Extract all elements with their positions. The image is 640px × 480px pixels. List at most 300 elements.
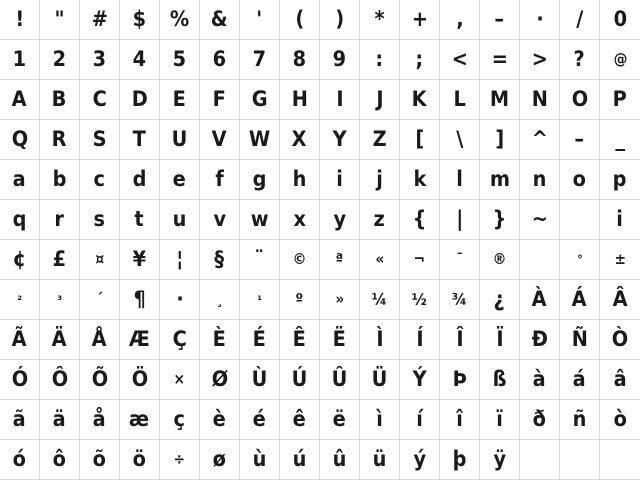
glyph-cell[interactable] [480, 80, 520, 120]
glyph-cell[interactable] [0, 320, 40, 360]
glyph-cell[interactable] [40, 200, 80, 240]
glyph-character: # [91, 7, 108, 31]
glyph-character: ¬ [413, 250, 426, 268]
glyph-cell[interactable] [480, 200, 520, 240]
glyph-cell[interactable] [600, 120, 640, 160]
glyph-character: – [494, 7, 505, 31]
glyph-cell[interactable] [400, 440, 440, 480]
glyph-cell[interactable] [240, 160, 280, 200]
glyph-character: A [12, 87, 27, 111]
glyph-character: | [455, 207, 464, 231]
glyph-cell[interactable] [400, 280, 440, 320]
glyph-character: _ [615, 127, 625, 151]
glyph-cell[interactable] [560, 400, 600, 440]
glyph-cell[interactable] [240, 40, 280, 80]
glyph-cell[interactable] [80, 280, 120, 320]
glyph-cell[interactable] [0, 240, 40, 280]
glyph-cell[interactable] [120, 160, 160, 200]
glyph-cell[interactable] [280, 160, 320, 200]
glyph-cell[interactable] [400, 360, 440, 400]
glyph-cell[interactable] [480, 360, 520, 400]
glyph-cell[interactable] [240, 440, 280, 480]
glyph-character: ´ [96, 290, 103, 308]
glyph-cell[interactable] [120, 240, 160, 280]
glyph-character: ô [52, 447, 67, 471]
glyph-cell[interactable] [560, 40, 600, 80]
glyph-character: Æ [129, 327, 150, 351]
glyph-cell[interactable] [480, 120, 520, 160]
glyph-cell[interactable] [320, 240, 360, 280]
glyph-cell[interactable] [600, 200, 640, 240]
glyph-character: q [12, 207, 27, 231]
glyph-cell[interactable] [520, 80, 560, 120]
glyph-character: ¹ [257, 292, 262, 307]
glyph-cell[interactable] [160, 360, 200, 400]
glyph-cell[interactable] [360, 360, 400, 400]
glyph-cell[interactable] [0, 400, 40, 440]
glyph-cell[interactable] [440, 160, 480, 200]
glyph-cell[interactable] [120, 280, 160, 320]
glyph-cell[interactable] [280, 440, 320, 480]
glyph-character: Ã [12, 327, 27, 351]
glyph-cell[interactable] [80, 120, 120, 160]
glyph-character: £ [52, 247, 67, 271]
glyph-character: ½ [411, 289, 428, 309]
glyph-character: K [412, 87, 427, 111]
glyph-cell[interactable] [40, 400, 80, 440]
glyph-cell[interactable] [240, 360, 280, 400]
glyph-cell[interactable] [200, 0, 240, 40]
glyph-character: h [292, 167, 307, 191]
glyph-cell[interactable] [200, 280, 240, 320]
glyph-character: Þ [452, 367, 467, 391]
glyph-cell[interactable] [360, 440, 400, 480]
glyph-cell[interactable] [360, 240, 400, 280]
glyph-character: > [531, 47, 548, 71]
glyph-cell[interactable] [40, 40, 80, 80]
glyph-cell[interactable] [400, 400, 440, 440]
glyph-cell[interactable] [440, 360, 480, 400]
glyph-cell[interactable] [200, 400, 240, 440]
glyph-character: 6 [212, 47, 227, 71]
glyph-cell[interactable] [360, 40, 400, 80]
glyph-cell[interactable] [320, 440, 360, 480]
glyph-cell[interactable] [120, 400, 160, 440]
glyph-cell[interactable] [400, 160, 440, 200]
glyph-cell[interactable] [360, 200, 400, 240]
glyph-character: F [212, 87, 227, 111]
glyph-cell[interactable] [520, 440, 560, 480]
glyph-cell[interactable] [480, 320, 520, 360]
glyph-character: ( [295, 7, 304, 31]
glyph-character: T [132, 127, 147, 151]
glyph-character: Á [572, 287, 587, 311]
glyph-character: ¼ [371, 289, 388, 309]
glyph-cell[interactable] [480, 40, 520, 80]
glyph-character: è [212, 407, 227, 431]
glyph-cell[interactable] [600, 240, 640, 280]
glyph-character: ± [614, 250, 626, 268]
glyph-cell[interactable] [520, 280, 560, 320]
glyph-character: c [93, 167, 106, 191]
glyph-cell[interactable] [280, 400, 320, 440]
glyph-cell[interactable] [200, 360, 240, 400]
glyph-character: ¢ [12, 247, 27, 271]
glyph-cell[interactable] [280, 280, 320, 320]
glyph-character: J [375, 87, 384, 111]
glyph-cell[interactable] [80, 440, 120, 480]
glyph-cell[interactable] [360, 320, 400, 360]
glyph-cell[interactable] [0, 360, 40, 400]
glyph-cell[interactable] [0, 440, 40, 480]
glyph-cell[interactable] [400, 40, 440, 80]
glyph-character: ÷ [173, 450, 186, 468]
glyph-cell[interactable] [280, 320, 320, 360]
glyph-cell[interactable] [280, 120, 320, 160]
glyph-character: ¤ [95, 250, 104, 268]
glyph-cell[interactable] [520, 40, 560, 80]
glyph-cell[interactable] [560, 240, 600, 280]
glyph-cell[interactable] [0, 280, 40, 320]
glyph-character: ~ [531, 207, 548, 231]
glyph-cell[interactable] [120, 200, 160, 240]
glyph-cell[interactable] [320, 80, 360, 120]
glyph-cell[interactable] [480, 240, 520, 280]
glyph-cell[interactable] [320, 120, 360, 160]
glyph-character: l [456, 167, 463, 191]
glyph-cell[interactable] [600, 320, 640, 360]
glyph-cell[interactable] [0, 120, 40, 160]
glyph-cell[interactable] [160, 440, 200, 480]
glyph-cell[interactable] [0, 80, 40, 120]
glyph-character: â [613, 367, 627, 391]
glyph-cell[interactable] [400, 200, 440, 240]
glyph-cell[interactable] [320, 0, 360, 40]
glyph-character: 3 [92, 47, 107, 71]
glyph-character: { [412, 207, 427, 231]
glyph-cell[interactable] [80, 40, 120, 80]
glyph-cell[interactable] [360, 400, 400, 440]
glyph-character: © [292, 250, 307, 268]
glyph-cell[interactable] [520, 360, 560, 400]
glyph-cell[interactable] [120, 80, 160, 120]
glyph-character: Z [372, 127, 387, 151]
glyph-cell[interactable] [520, 320, 560, 360]
glyph-cell[interactable] [0, 200, 40, 240]
glyph-cell[interactable] [160, 240, 200, 280]
glyph-cell[interactable] [360, 0, 400, 40]
glyph-cell[interactable] [360, 160, 400, 200]
glyph-character: Â [612, 287, 628, 311]
glyph-cell[interactable] [400, 80, 440, 120]
glyph-cell[interactable] [600, 40, 640, 80]
glyph-character: Ì [375, 327, 384, 351]
glyph-character: D [131, 87, 148, 111]
glyph-cell[interactable] [400, 320, 440, 360]
glyph-cell[interactable] [480, 160, 520, 200]
glyph-cell[interactable] [160, 320, 200, 360]
glyph-cell[interactable] [160, 120, 200, 160]
glyph-cell[interactable] [440, 240, 480, 280]
glyph-character: i [336, 167, 343, 191]
glyph-cell[interactable] [200, 440, 240, 480]
glyph-cell[interactable] [280, 0, 320, 40]
glyph-cell[interactable] [440, 40, 480, 80]
glyph-character: ¸ [216, 290, 223, 308]
glyph-character: Ä [52, 327, 67, 351]
glyph-character: L [453, 87, 466, 111]
glyph-character: æ [129, 407, 150, 431]
glyph-cell[interactable] [440, 200, 480, 240]
glyph-character: ß [492, 367, 507, 391]
glyph-cell[interactable] [240, 120, 280, 160]
glyph-character: Ú [291, 367, 308, 391]
glyph-character: / [575, 7, 584, 31]
glyph-cell[interactable] [320, 360, 360, 400]
glyph-character: à [532, 367, 547, 391]
glyph-cell[interactable] [120, 120, 160, 160]
glyph-character: Û [331, 367, 348, 391]
glyph-cell[interactable] [280, 40, 320, 80]
glyph-cell[interactable] [480, 280, 520, 320]
glyph-cell[interactable] [0, 0, 40, 40]
glyph-cell[interactable] [80, 160, 120, 200]
glyph-cell[interactable] [520, 240, 560, 280]
glyph-character: ö [132, 447, 147, 471]
glyph-cell[interactable] [320, 40, 360, 80]
glyph-character: v [213, 207, 226, 231]
glyph-cell[interactable] [0, 40, 40, 80]
glyph-cell[interactable] [0, 160, 40, 200]
glyph-character: ñ [572, 407, 587, 431]
glyph-cell[interactable] [440, 280, 480, 320]
glyph-cell[interactable] [280, 360, 320, 400]
glyph-character: º [295, 290, 304, 308]
glyph-character: û [332, 447, 347, 471]
glyph-cell[interactable] [320, 280, 360, 320]
glyph-cell[interactable] [440, 120, 480, 160]
glyph-character: g [252, 167, 267, 191]
glyph-cell[interactable] [40, 240, 80, 280]
glyph-cell[interactable] [40, 0, 80, 40]
glyph-cell[interactable] [520, 0, 560, 40]
glyph-character: a [12, 167, 27, 191]
glyph-cell[interactable] [560, 320, 600, 360]
glyph-cell[interactable] [600, 280, 640, 320]
glyph-character: Å [92, 327, 107, 351]
glyph-cell[interactable] [400, 0, 440, 40]
glyph-character: ¾ [451, 289, 468, 309]
glyph-character: j [376, 167, 383, 191]
glyph-character: k [413, 167, 426, 191]
glyph-cell[interactable] [80, 240, 120, 280]
glyph-cell[interactable] [160, 400, 200, 440]
glyph-character: y [333, 207, 346, 231]
glyph-character: õ [92, 447, 107, 471]
glyph-character: 1 [12, 47, 27, 71]
glyph-cell[interactable] [560, 80, 600, 120]
glyph-cell[interactable] [240, 240, 280, 280]
glyph-character: Ö [131, 367, 148, 391]
glyph-cell[interactable] [480, 400, 520, 440]
glyph-character: Ò [611, 327, 629, 351]
glyph-cell[interactable] [560, 120, 600, 160]
glyph-cell[interactable] [240, 400, 280, 440]
glyph-cell[interactable] [520, 160, 560, 200]
glyph-cell[interactable] [600, 160, 640, 200]
glyph-cell[interactable] [480, 0, 520, 40]
glyph-cell[interactable] [160, 200, 200, 240]
glyph-cell[interactable] [40, 80, 80, 120]
glyph-character: s [93, 207, 106, 231]
glyph-character: ã [12, 407, 27, 431]
glyph-cell[interactable] [80, 80, 120, 120]
glyph-cell[interactable] [80, 320, 120, 360]
glyph-character: G [251, 87, 268, 111]
glyph-cell[interactable] [600, 0, 640, 40]
glyph-character: + [411, 7, 428, 31]
glyph-cell[interactable] [200, 200, 240, 240]
glyph-cell[interactable] [320, 320, 360, 360]
glyph-character: 5 [172, 47, 187, 71]
glyph-cell[interactable] [560, 280, 600, 320]
glyph-character: ? [573, 47, 586, 71]
glyph-character: å [92, 407, 107, 431]
glyph-cell[interactable] [560, 160, 600, 200]
glyph-cell[interactable] [360, 280, 400, 320]
glyph-cell[interactable] [280, 80, 320, 120]
glyph-character: ò [613, 407, 627, 431]
glyph-cell[interactable] [280, 200, 320, 240]
glyph-character: u [172, 207, 187, 231]
glyph-character: ¯ [456, 250, 463, 268]
glyph-cell[interactable] [240, 320, 280, 360]
glyph-character: é [252, 407, 267, 431]
glyph-cell[interactable] [120, 0, 160, 40]
glyph-cell[interactable] [240, 80, 280, 120]
glyph-cell[interactable] [40, 320, 80, 360]
glyph-cell[interactable] [200, 40, 240, 80]
glyph-character: ) [335, 7, 344, 31]
glyph-character: z [373, 207, 386, 231]
glyph-cell[interactable] [440, 440, 480, 480]
glyph-character: ' [256, 7, 263, 31]
glyph-character: ú [292, 447, 307, 471]
glyph-character: · [175, 287, 184, 311]
glyph-cell[interactable] [560, 440, 600, 480]
glyph-character: 7 [252, 47, 267, 71]
glyph-cell[interactable] [480, 440, 520, 480]
glyph-character: Ï [495, 327, 504, 351]
glyph-cell[interactable] [40, 440, 80, 480]
glyph-cell[interactable] [560, 0, 600, 40]
glyph-character: ù [252, 447, 267, 471]
glyph-cell[interactable] [400, 240, 440, 280]
glyph-character: f [215, 167, 224, 191]
glyph-character: Í [415, 327, 424, 351]
glyph-cell[interactable] [160, 40, 200, 80]
glyph-cell[interactable] [520, 200, 560, 240]
glyph-cell[interactable] [600, 400, 640, 440]
glyph-cell[interactable] [40, 360, 80, 400]
glyph-cell[interactable] [120, 320, 160, 360]
glyph-cell[interactable] [80, 200, 120, 240]
glyph-cell[interactable] [160, 0, 200, 40]
glyph-character: i [616, 207, 624, 231]
glyph-cell[interactable] [520, 120, 560, 160]
glyph-character: ³ [57, 292, 62, 307]
glyph-cell[interactable] [200, 160, 240, 200]
glyph-character: V [212, 127, 227, 151]
glyph-cell[interactable] [360, 80, 400, 120]
glyph-cell[interactable] [360, 120, 400, 160]
glyph-character: m [489, 167, 510, 191]
glyph-cell[interactable] [80, 400, 120, 440]
glyph-cell[interactable] [200, 120, 240, 160]
glyph-cell[interactable] [440, 0, 480, 40]
glyph-cell[interactable] [600, 80, 640, 120]
glyph-cell[interactable] [320, 200, 360, 240]
glyph-cell[interactable] [80, 0, 120, 40]
glyph-cell[interactable] [600, 440, 640, 480]
glyph-cell[interactable] [160, 80, 200, 120]
glyph-cell[interactable] [200, 240, 240, 280]
glyph-cell[interactable] [40, 160, 80, 200]
glyph-character: } [492, 207, 507, 231]
glyph-cell[interactable] [560, 360, 600, 400]
glyph-cell[interactable] [440, 320, 480, 360]
glyph-cell[interactable] [600, 360, 640, 400]
glyph-cell[interactable] [440, 400, 480, 440]
glyph-character: ¶ [133, 287, 146, 311]
glyph-cell[interactable] [160, 160, 200, 200]
glyph-cell[interactable] [240, 280, 280, 320]
glyph-cell[interactable] [200, 320, 240, 360]
glyph-character: Ý [412, 367, 427, 391]
glyph-cell[interactable] [40, 280, 80, 320]
glyph-character: ¿ [493, 287, 506, 311]
glyph-cell[interactable] [120, 40, 160, 80]
glyph-cell[interactable] [320, 400, 360, 440]
glyph-character: ® [492, 250, 507, 268]
glyph-cell[interactable] [120, 440, 160, 480]
glyph-cell[interactable] [120, 360, 160, 400]
glyph-character: = [491, 47, 508, 71]
glyph-cell[interactable] [200, 80, 240, 120]
glyph-cell[interactable] [240, 200, 280, 240]
glyph-cell[interactable] [240, 0, 280, 40]
glyph-character: r [54, 207, 65, 231]
glyph-cell[interactable] [40, 120, 80, 160]
glyph-character: W [248, 127, 271, 151]
glyph-character: \ [455, 127, 464, 151]
glyph-cell[interactable] [520, 400, 560, 440]
glyph-character: ª [335, 250, 344, 268]
glyph-character: d [132, 167, 147, 191]
glyph-character: × [173, 370, 186, 388]
glyph-character: H [291, 87, 308, 111]
glyph-character: À [532, 287, 547, 311]
glyph-character: È [212, 327, 227, 351]
glyph-cell[interactable] [400, 120, 440, 160]
glyph-cell[interactable] [80, 360, 120, 400]
glyph-cell[interactable] [440, 80, 480, 120]
glyph-cell[interactable] [320, 160, 360, 200]
glyph-character: " [54, 7, 65, 31]
glyph-cell[interactable] [560, 200, 600, 240]
glyph-cell[interactable] [160, 280, 200, 320]
glyph-cell[interactable] [280, 240, 320, 280]
